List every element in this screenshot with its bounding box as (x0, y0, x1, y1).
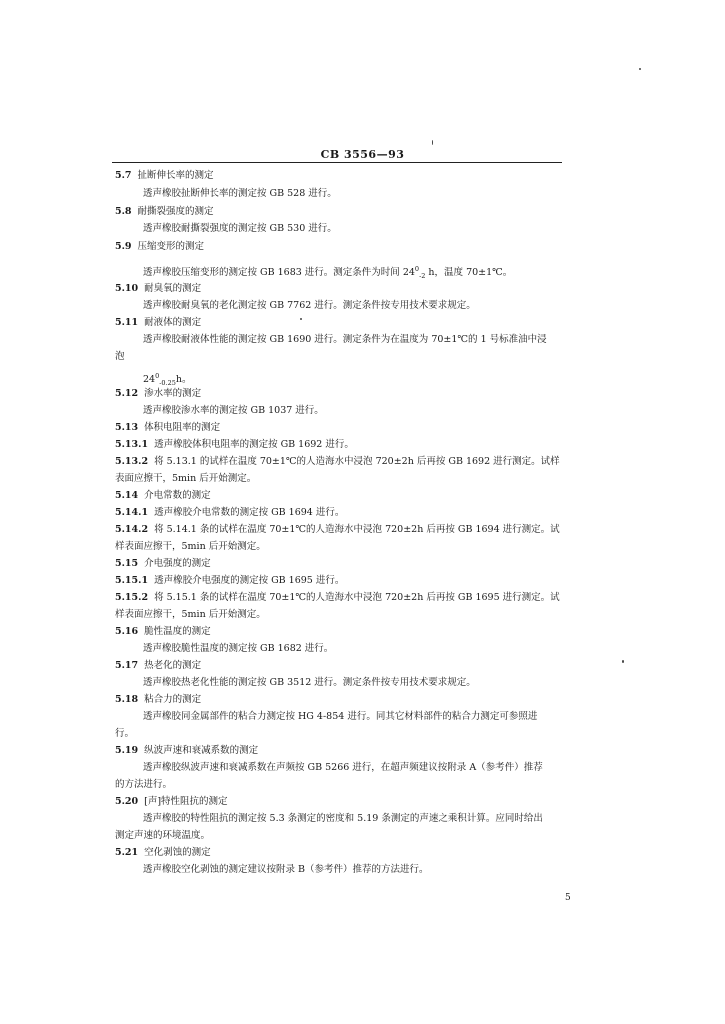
section-5-18-body-line1: 透声橡胶同金属部件的粘合力测定按 HG 4-854 进行。同其它材料部件的粘合力测定可参照进 (143, 711, 538, 722)
section-number: 5.20 (115, 796, 139, 807)
body-text: h，温度 70±1℃。 (425, 267, 513, 279)
section-5-20-body-line2: 测定声速的环境温度。 (115, 830, 211, 841)
section-title: 介电常数的测定 (144, 490, 211, 501)
section-5-18-body-line2: 行。 (115, 728, 135, 739)
section-5-18-heading (115, 693, 201, 707)
section-5-19-heading (115, 744, 258, 758)
section-5-11-heading (115, 316, 201, 330)
section-5-12-body: 透声橡胶渗水率的测定按 GB 1037 进行。 (143, 405, 324, 416)
section-number: 5.10 (115, 283, 139, 294)
section-5-7-body: 透声橡胶扯断伸长率的测定按 GB 528 进行。 (143, 188, 337, 199)
section-number: 5.14 (115, 490, 139, 501)
section-5-19-body-line1: 透声橡胶纵波声速和衰减系数在声频按 GB 5266 进行，在超声频建议按附录 A（参考件）推荐 (143, 762, 543, 773)
section-5-20-body-line1: 透声橡胶的特性阻抗的测定按 5.3 条测定的密度和 5.19 条测定的声速之乘积计算。应同时给出 (143, 813, 543, 824)
section-5-21-heading (115, 846, 211, 860)
section-number: 5.19 (115, 745, 139, 756)
section-5-17-heading (115, 659, 201, 673)
section-title: [声]特性阻抗的测定 (144, 796, 228, 807)
section-5-13-2-line1 (115, 455, 560, 469)
section-5-14-2-line2: 样表面应擦干，5min 后开始测定。 (115, 541, 266, 552)
section-title: 耐臭氧的测定 (144, 283, 202, 294)
section-number: 5.7 (115, 170, 132, 181)
section-5-16-heading (115, 625, 211, 639)
section-number: 5.13.1 (115, 439, 149, 450)
body-text: 24 (143, 374, 156, 386)
section-5-9-body (143, 262, 512, 283)
section-number: 5.21 (115, 847, 139, 858)
section-number: 5.15.1 (115, 575, 149, 586)
section-5-9-heading (115, 240, 204, 254)
section-title: 空化剥蚀的测定 (144, 847, 211, 858)
section-5-7-heading (115, 169, 214, 183)
section-title: 热老化的测定 (144, 660, 202, 671)
section-title: 压缩变形的测定 (137, 241, 205, 252)
section-number: 5.18 (115, 694, 139, 705)
section-number: 5.13.2 (115, 456, 149, 467)
section-5-8-body: 透声橡胶耐撕裂强度的测定按 GB 530 进行。 (143, 223, 337, 234)
section-5-15-2-line1 (115, 591, 560, 605)
section-number: 5.14.2 (115, 524, 149, 535)
section-5-13-heading (115, 421, 220, 435)
tolerance-lower: -0.25 (159, 379, 176, 388)
body-text: 将 5.13.1 的试样在温度 70±1℃的人造海水中浸泡 720±2h 后再按 GB 1692 进行测定。试样 (154, 456, 560, 467)
page-number: 5 (565, 893, 571, 903)
body-text: 将 5.15.1 条的试样在温度 70±1℃的人造海水中浸泡 720±2h 后再按 GB 1695 进行测定。试 (154, 592, 560, 603)
section-number: 5.12 (115, 388, 139, 399)
section-5-14-2-line1 (115, 523, 560, 537)
section-5-13-2-line2: 表面应擦干，5min 后开始测定。 (115, 473, 257, 484)
section-5-12-heading (115, 387, 201, 401)
section-5-10-body: 透声橡胶耐臭氧的老化测定按 GB 7762 进行。测定条件按专用技术要求规定。 (143, 300, 476, 311)
section-5-19-body-line2: 的方法进行。 (115, 779, 173, 790)
tolerance-upper: 0 (155, 372, 160, 380)
section-title: 扯断伸长率的测定 (137, 170, 214, 181)
section-5-15-1 (115, 574, 344, 588)
section-title: 纵波声速和衰减系数的测定 (144, 745, 259, 756)
section-number: 5.15.2 (115, 592, 149, 603)
body-text: h。 (175, 374, 192, 386)
section-number: 5.8 (115, 206, 132, 217)
section-number: 5.16 (115, 626, 139, 637)
section-5-11-body-line2: 泡 (115, 351, 125, 362)
section-5-14-heading (115, 489, 211, 503)
section-title: 渗水率的测定 (144, 388, 202, 399)
tolerance-lower: -2 (419, 272, 426, 281)
body-text: 将 5.14.1 条的试样在温度 70±1℃的人造海水中浸泡 720±2h 后再按 GB 1694 进行测定。试 (154, 524, 560, 535)
scan-speck (622, 660, 624, 663)
section-number: 5.11 (115, 317, 139, 328)
section-5-8-heading (115, 205, 214, 219)
section-5-14-1 (115, 506, 344, 520)
body-text: 透声橡胶压缩变形的测定按 GB 1683 进行。测定条件为时间 24 (143, 267, 415, 279)
section-number: 5.13 (115, 422, 139, 433)
section-title: 体积电阻率的测定 (144, 422, 221, 433)
section-5-17-body: 透声橡胶热老化性能的测定按 GB 3512 进行。测定条件按专用技术要求规定。 (143, 677, 476, 688)
body-text: 透声橡胶介电常数的测定按 GB 1694 进行。 (154, 507, 345, 518)
section-5-15-heading (115, 557, 211, 571)
tolerance-upper: 0 (414, 265, 420, 273)
header-rule (112, 162, 562, 163)
section-5-21-body: 透声橡胶空化剥蚀的测定建议按附录 B（参考件）推荐的方法进行。 (143, 864, 429, 875)
scan-speck (300, 318, 302, 320)
section-title: 耐撕裂强度的测定 (137, 206, 214, 217)
section-5-16-body: 透声橡胶脆性温度的测定按 GB 1682 进行。 (143, 643, 334, 654)
section-number: 5.17 (115, 660, 139, 671)
section-title: 耐液体的测定 (144, 317, 202, 328)
scan-speck (639, 68, 641, 70)
section-number: 5.14.1 (115, 507, 149, 518)
section-number: 5.9 (115, 241, 132, 252)
scan-speck (432, 140, 433, 145)
section-number: 5.15 (115, 558, 139, 569)
body-text: 透声橡胶介电强度的测定按 GB 1695 进行。 (154, 575, 345, 586)
section-5-20-heading (115, 795, 228, 809)
section-title: 粘合力的测定 (144, 694, 202, 705)
section-5-15-2-line2: 样表面应擦干，5min 后开始测定。 (115, 609, 266, 620)
body-text: 透声橡胶体积电阻率的测定按 GB 1692 进行。 (154, 439, 354, 450)
section-title: 脆性温度的测定 (144, 626, 211, 637)
section-title: 介电强度的测定 (144, 558, 211, 569)
section-5-10-heading (115, 282, 201, 296)
section-5-11-body-line1: 透声橡胶耐液体性能的测定按 GB 1690 进行。测定条件为在温度为 70±1℃的 1 号标准油中浸 (143, 334, 547, 345)
section-5-13-1 (115, 438, 354, 452)
standard-code-header: CB 3556—93 (320, 148, 405, 161)
